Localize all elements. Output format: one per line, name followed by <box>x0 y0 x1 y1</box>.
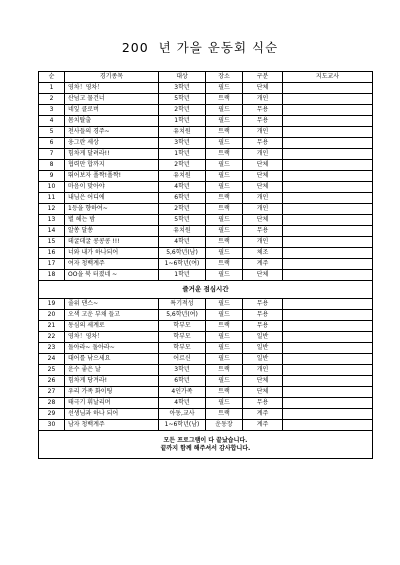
cell-teacher <box>283 94 373 105</box>
cell-teacher <box>283 171 373 182</box>
cell-target: 3학년 <box>159 83 206 94</box>
cell-event: 줄위 댄스~ <box>65 299 159 310</box>
cell-venue: 트랙 <box>206 204 243 215</box>
cell-teacher <box>283 398 373 409</box>
page-title: 200 년 가을 운동회 식순 <box>121 40 279 55</box>
cell-venue: 필드 <box>206 171 243 182</box>
cell-teacher <box>283 321 373 332</box>
cell-venue: 필드 <box>206 248 243 259</box>
lunch-break-label: 즐거운 점심시간 <box>39 281 373 299</box>
cell-teacher <box>283 387 373 398</box>
cell-type: 무용 <box>243 138 283 149</box>
table-row <box>39 171 373 182</box>
cell-event: 1등을 향하여~ <box>65 204 159 215</box>
cell-venue: 트랙 <box>206 149 243 160</box>
cell-no: 9 <box>39 171 65 182</box>
cell-target: 학부모 <box>159 343 206 354</box>
cell-event: 천사들의 경주~ <box>65 127 159 138</box>
cell-no: 27 <box>39 387 65 398</box>
cell-target: 어르신 <box>159 354 206 365</box>
cell-venue: 필드 <box>206 138 243 149</box>
table-row <box>39 354 373 365</box>
cell-teacher <box>283 105 373 116</box>
cell-event: 운수 좋은 날 <box>65 365 159 376</box>
cell-target: 특기적성 <box>159 299 206 310</box>
cell-teacher <box>283 160 373 171</box>
cell-no: 24 <box>39 354 65 365</box>
cell-no: 8 <box>39 160 65 171</box>
cell-teacher <box>283 215 373 226</box>
cell-no: 13 <box>39 215 65 226</box>
cell-event: 산넘고 물건너 <box>65 94 159 105</box>
cell-no: 15 <box>39 237 65 248</box>
header-type: 구분 <box>243 72 283 83</box>
cell-target: 5,6학년(여) <box>159 310 206 321</box>
cell-no: 22 <box>39 332 65 343</box>
cell-venue: 필드 <box>206 299 243 310</box>
closing-message <box>39 431 373 459</box>
cell-no: 23 <box>39 343 65 354</box>
cell-type: 개인 <box>243 204 283 215</box>
cell-venue: 필드 <box>206 182 243 193</box>
cell-teacher <box>283 270 373 281</box>
cell-no: 12 <box>39 204 65 215</box>
cell-venue: 필드 <box>206 332 243 343</box>
table-row <box>39 237 373 248</box>
cell-type: 개인 <box>243 193 283 204</box>
cell-venue: 필드 <box>206 343 243 354</box>
table-row <box>39 149 373 160</box>
cell-type: 단체 <box>243 215 283 226</box>
table-row <box>39 332 373 343</box>
cell-teacher <box>283 226 373 237</box>
cell-event: 네잎 클로버 <box>65 105 159 116</box>
cell-venue: 트랙 <box>206 259 243 270</box>
cell-target: 6학년 <box>159 376 206 387</box>
cell-no: 4 <box>39 116 65 127</box>
cell-target: 6학년 <box>159 193 206 204</box>
cell-teacher <box>283 248 373 259</box>
table-row <box>39 310 373 321</box>
cell-event: 데굴데굴 콩콩콩 !!! <box>65 237 159 248</box>
cell-target: 5학년 <box>159 94 206 105</box>
table-row <box>39 116 373 127</box>
table-row <box>39 226 373 237</box>
cell-teacher <box>283 420 373 431</box>
header-event: 경기종목 <box>65 72 159 83</box>
cell-target: 1학년 <box>159 270 206 281</box>
cell-type: 무용 <box>243 398 283 409</box>
cell-target: 1~6학년(남) <box>159 420 206 431</box>
table-row <box>39 83 373 94</box>
header-venue: 장소 <box>206 72 243 83</box>
program-body <box>39 83 373 459</box>
cell-event: 태극기 휘날리며 <box>65 398 159 409</box>
cell-venue: 필드 <box>206 376 243 387</box>
cell-type: 개인 <box>243 127 283 138</box>
cell-target: 3학년 <box>159 138 206 149</box>
cell-no: 11 <box>39 193 65 204</box>
cell-target: 2학년 <box>159 160 206 171</box>
lunch-break-row <box>39 281 373 299</box>
cell-no: 21 <box>39 321 65 332</box>
cell-venue: 필드 <box>206 83 243 94</box>
cell-venue: 필드 <box>206 105 243 116</box>
cell-no: 16 <box>39 248 65 259</box>
cell-no: 3 <box>39 105 65 116</box>
cell-no: 19 <box>39 299 65 310</box>
cell-event: 오색 고운 부채 들고 <box>65 310 159 321</box>
cell-type: 단체 <box>243 182 283 193</box>
cell-type: 무용 <box>243 299 283 310</box>
cell-target: 5학년 <box>159 215 206 226</box>
table-row <box>39 321 373 332</box>
cell-event: 선생님과 하나 되어 <box>65 409 159 420</box>
cell-no: 14 <box>39 226 65 237</box>
cell-venue: 필드 <box>206 215 243 226</box>
cell-venue: 트랙 <box>206 365 243 376</box>
cell-no: 5 <box>39 127 65 138</box>
cell-event: 너와 내가 하나되어 <box>65 248 159 259</box>
table-row <box>39 376 373 387</box>
header-teacher: 지도교사 <box>283 72 373 83</box>
cell-teacher <box>283 138 373 149</box>
cell-event: 대어를 낚으세요 <box>65 354 159 365</box>
cell-type: 개인 <box>243 94 283 105</box>
table-row <box>39 215 373 226</box>
cell-venue: 필드 <box>206 354 243 365</box>
cell-teacher <box>283 376 373 387</box>
table-row <box>39 248 373 259</box>
cell-teacher <box>283 409 373 420</box>
cell-no: 29 <box>39 409 65 420</box>
cell-no: 30 <box>39 420 65 431</box>
table-row <box>39 127 373 138</box>
table-row <box>39 105 373 116</box>
cell-no: 10 <box>39 182 65 193</box>
table-row <box>39 409 373 420</box>
cell-event: 영차！영차！ <box>65 332 159 343</box>
cell-type: 단체 <box>243 376 283 387</box>
cell-target: 1학년 <box>159 116 206 127</box>
cell-type: 개인 <box>243 237 283 248</box>
cell-event: 힘차게 당겨라! <box>65 376 159 387</box>
cell-target: 4학년 <box>159 182 206 193</box>
table-row <box>39 420 373 431</box>
cell-type: 개인 <box>243 149 283 160</box>
cell-type: 일반 <box>243 354 283 365</box>
table-row <box>39 365 373 376</box>
cell-type: 무용 <box>243 116 283 127</box>
cell-no: 28 <box>39 398 65 409</box>
cell-venue: 필드 <box>206 226 243 237</box>
cell-target: 1학년 <box>159 149 206 160</box>
cell-venue: 트랙 <box>206 94 243 105</box>
cell-no: 7 <box>39 149 65 160</box>
cell-target: 4인가족 <box>159 387 206 398</box>
table-row <box>39 299 373 310</box>
cell-type: 무용 <box>243 310 283 321</box>
cell-target: 4학년 <box>159 398 206 409</box>
cell-event: 뛰어보자 폴짝!폴짝! <box>65 171 159 182</box>
table-row <box>39 204 373 215</box>
cell-teacher <box>283 182 373 193</box>
closing-message-row <box>39 431 373 459</box>
header-target: 대상 <box>159 72 206 83</box>
table-row <box>39 259 373 270</box>
cell-venue: 필드 <box>206 116 243 127</box>
cell-type: 단체 <box>243 83 283 94</box>
cell-no: 26 <box>39 376 65 387</box>
cell-target: 유치원 <box>159 127 206 138</box>
table-row <box>39 182 373 193</box>
cell-venue: 필드 <box>206 160 243 171</box>
cell-no: 17 <box>39 259 65 270</box>
cell-no: 18 <box>39 270 65 281</box>
cell-venue: 트랙 <box>206 193 243 204</box>
closing-line-2: 끝까지 함께 해주셔서 감사합니다. <box>160 444 251 452</box>
cell-target: 3학년 <box>159 365 206 376</box>
cell-type: 계주 <box>243 259 283 270</box>
cell-venue: 트랙 <box>206 321 243 332</box>
header-no: 순 <box>39 72 65 83</box>
cell-target: 유치원 <box>159 226 206 237</box>
table-row <box>39 270 373 281</box>
cell-type: 일반 <box>243 332 283 343</box>
cell-teacher <box>283 127 373 138</box>
cell-teacher <box>283 332 373 343</box>
cell-event: 돌아라~ 돌아라~ <box>65 343 159 354</box>
cell-type: 계주 <box>243 409 283 420</box>
cell-venue: 트랙 <box>206 127 243 138</box>
cell-target: 2학년 <box>159 204 206 215</box>
table-header-row <box>39 72 373 83</box>
cell-teacher <box>283 365 373 376</box>
cell-teacher <box>283 299 373 310</box>
cell-venue: 트랙 <box>206 237 243 248</box>
cell-venue: 필드 <box>206 270 243 281</box>
cell-target: 아동,교사 <box>159 409 206 420</box>
table-row <box>39 398 373 409</box>
cell-teacher <box>283 259 373 270</box>
cell-venue: 운동장 <box>206 420 243 431</box>
program-table <box>38 71 373 459</box>
cell-event: 웅그란 세상 <box>65 138 159 149</box>
cell-venue: 필드 <box>206 398 243 409</box>
cell-event: 우리 가족 화이팅 <box>65 387 159 398</box>
cell-teacher <box>283 83 373 94</box>
cell-target: 2학년 <box>159 105 206 116</box>
cell-teacher <box>283 237 373 248</box>
cell-teacher <box>283 116 373 127</box>
table-row <box>39 94 373 105</box>
table-row <box>39 343 373 354</box>
cell-event: OO을 북 터졌네 ~ <box>65 270 159 281</box>
table-row <box>39 160 373 171</box>
cell-event: 내님은 어디에 <box>65 193 159 204</box>
cell-target: 4학년 <box>159 237 206 248</box>
cell-event: 몸치탈출 <box>65 116 159 127</box>
cell-event: 알쏭 달쏭 <box>65 226 159 237</box>
table-row <box>39 138 373 149</box>
cell-no: 2 <box>39 94 65 105</box>
cell-type: 무용 <box>243 105 283 116</box>
cell-no: 20 <box>39 310 65 321</box>
cell-venue: 트랙 <box>206 387 243 398</box>
cell-type: 단체 <box>243 270 283 281</box>
cell-teacher <box>283 193 373 204</box>
cell-type: 계주 <box>243 420 283 431</box>
cell-type: 단체 <box>243 171 283 182</box>
cell-event: 협력만 합까지 <box>65 160 159 171</box>
cell-venue: 필드 <box>206 310 243 321</box>
table-row <box>39 193 373 204</box>
cell-type: 단체 <box>243 160 283 171</box>
cell-target: 1~6학년(여) <box>159 259 206 270</box>
cell-no: 1 <box>39 83 65 94</box>
cell-event: 별 헤는 밤 <box>65 215 159 226</box>
cell-target: 학부모 <box>159 332 206 343</box>
table-row <box>39 387 373 398</box>
cell-type: 단체 <box>243 387 283 398</box>
closing-line-1: 모든 프로그램이 다 끝났습니다. <box>163 436 248 444</box>
cell-no: 6 <box>39 138 65 149</box>
cell-teacher <box>283 149 373 160</box>
cell-event: 힘차게 달려라!! <box>65 149 159 160</box>
cell-event: 남자 청백계주 <box>65 420 159 431</box>
cell-event: 여자 청백계주 <box>65 259 159 270</box>
cell-no: 25 <box>39 365 65 376</box>
cell-type: 무용 <box>243 226 283 237</box>
cell-type: 체조 <box>243 248 283 259</box>
cell-target: 5,6학년(남) <box>159 248 206 259</box>
cell-event: 동심의 세계로 <box>65 321 159 332</box>
cell-teacher <box>283 204 373 215</box>
cell-target: 유치원 <box>159 171 206 182</box>
cell-venue: 트랙 <box>206 409 243 420</box>
cell-type: 무용 <box>243 321 283 332</box>
cell-teacher <box>283 310 373 321</box>
cell-teacher <box>283 343 373 354</box>
cell-target: 학부모 <box>159 321 206 332</box>
cell-type: 일반 <box>243 343 283 354</box>
cell-type: 개인 <box>243 365 283 376</box>
cell-teacher <box>283 354 373 365</box>
cell-event: 마음이 맞아야 <box>65 182 159 193</box>
cell-event: 영차！영차！ <box>65 83 159 94</box>
